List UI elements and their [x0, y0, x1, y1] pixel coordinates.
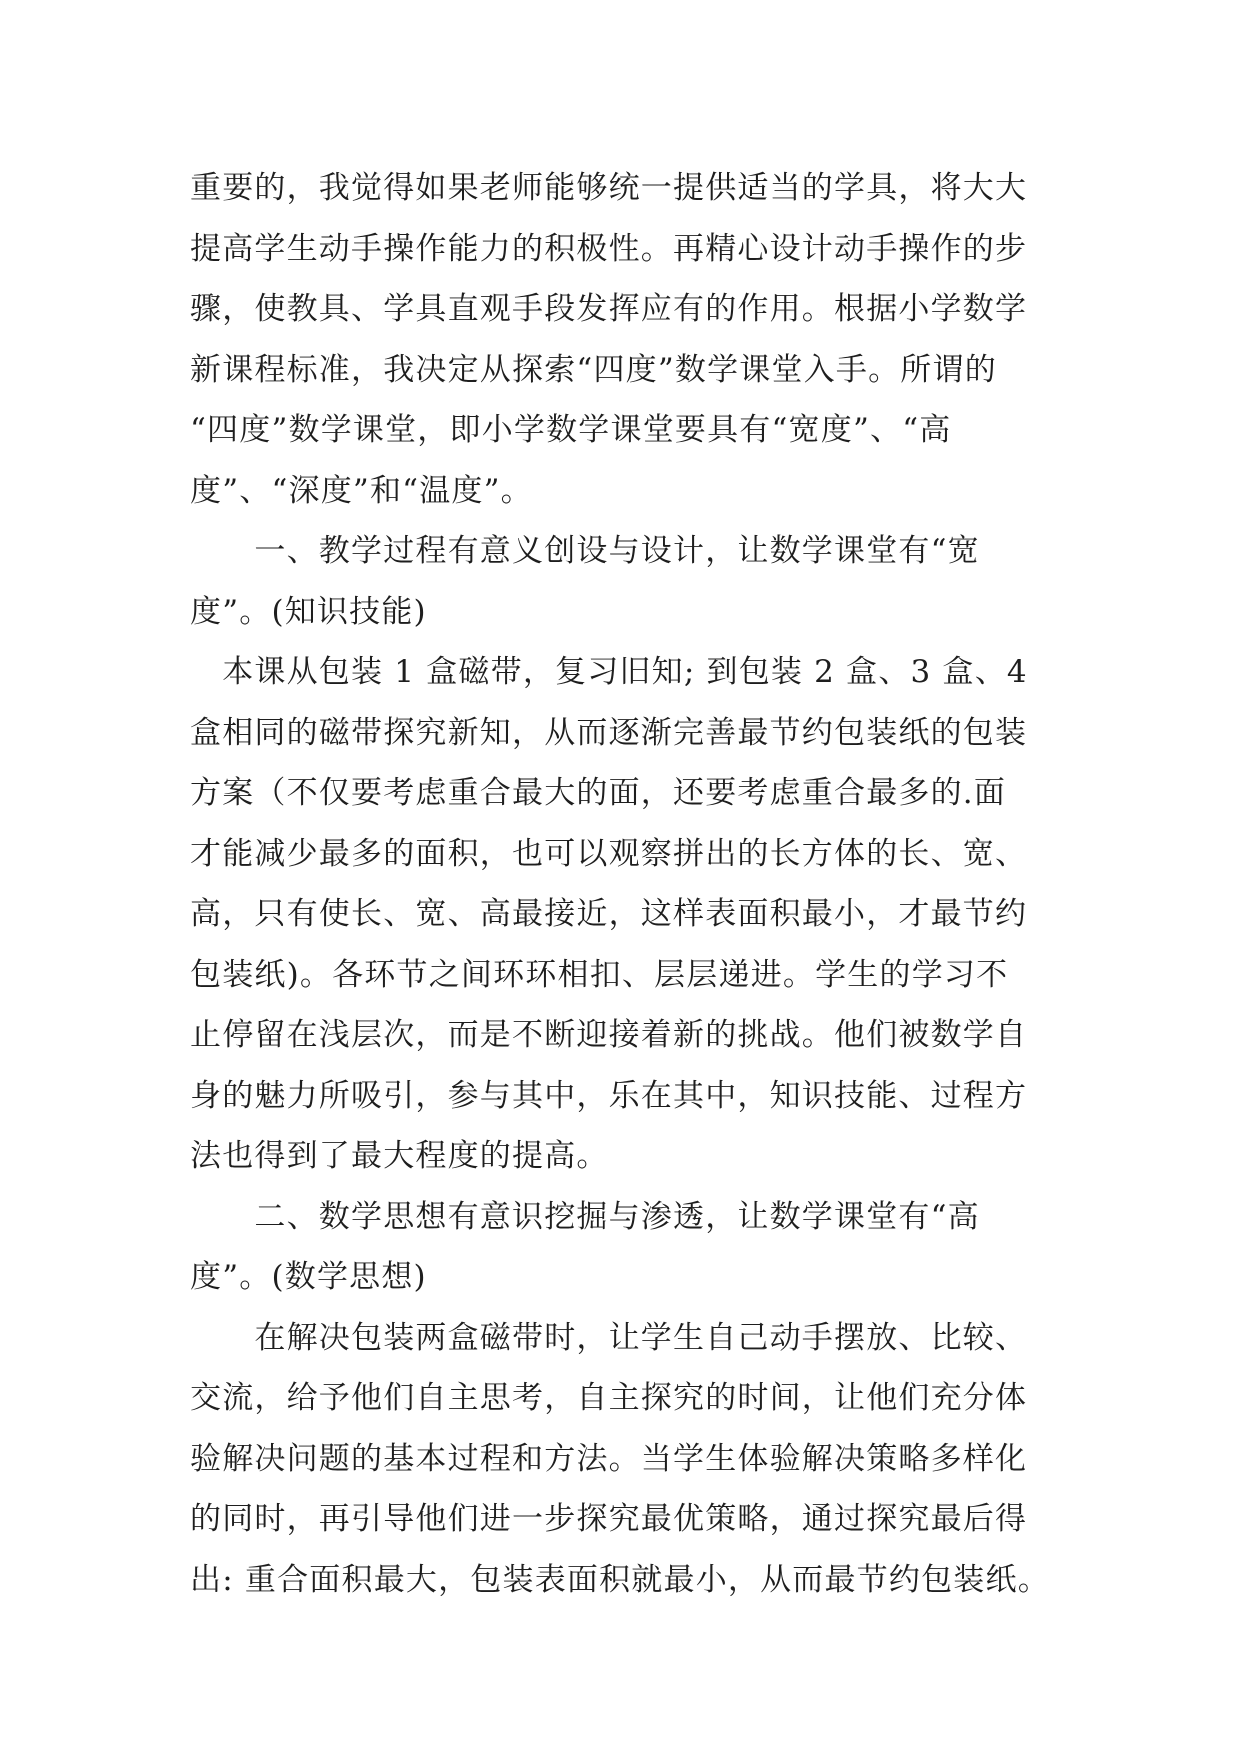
- text-line: 在解决包装两盒磁带时，让学生自己动手摆放、比较、: [190, 1319, 1028, 1356]
- text-line: 盒相同的磁带探究新知，从而逐渐完善最节约包装纸的包装: [190, 714, 1028, 751]
- text-line: 验解决问题的基本过程和方法。当学生体验解决策略多样化: [190, 1440, 1028, 1477]
- text-line: 法也得到了最大程度的提高。: [190, 1138, 609, 1174]
- text-line: 新课程标准，我决定从探索“四度”数学课堂入手。所谓的: [190, 351, 997, 388]
- text-line: 身的魅力所吸引，参与其中，乐在其中，知识技能、过程方: [190, 1077, 1028, 1114]
- section-heading-2: 二、数学思想有意识挖掘与渗透，让数学课堂有“高: [190, 1198, 980, 1235]
- text-line: 本课从包装 1 盒磁带，复习旧知; 到包装 2 盒、3 盒、4: [190, 654, 1028, 690]
- text-line: 高，只有使长、宽、高最接近，这样表面积最小，才最节约: [190, 896, 1028, 932]
- section-heading-1: 一、教学过程有意义创设与设计，让数学课堂有“宽: [190, 533, 980, 569]
- text-line: 度”、“深度”和“温度”。: [190, 472, 533, 509]
- text-line: 包装纸)。各环节之间环环相扣、层层递进。学生的学习不: [190, 956, 1009, 993]
- text-line: 方案（不仅要考虑重合最大的面，还要考虑重合最多的.面: [190, 775, 1007, 811]
- text-line: 才能减少最多的面积，也可以观察拼出的长方体的长、宽、: [190, 835, 1028, 872]
- section-heading-2-cont: 度”。(数学思想): [190, 1259, 427, 1295]
- text-line: 的同时，再引导他们进一步探究最优策略，通过探究最后得: [190, 1501, 1028, 1537]
- text-line: 骤，使教具、学具直观手段发挥应有的作用。根据小学数学: [190, 291, 1028, 327]
- text-line: 出: 重合面积最大，包装表面积就最小，从而最节约包装纸。: [190, 1561, 1050, 1598]
- body-text: [190, 158, 1050, 1610]
- text-line: 交流，给予他们自主思考，自主探究的时间，让他们充分体: [190, 1380, 1028, 1416]
- text-line: 止停留在浅层次，而是不断迎接着新的挑战。他们被数学自: [190, 1017, 1028, 1053]
- text-line: “四度”数学课堂，即小学数学课堂要具有“宽度”、“高: [190, 412, 952, 448]
- text-line: 重要的，我觉得如果老师能够统一提供适当的学具，将大大: [190, 170, 1028, 206]
- text-line: 提高学生动手操作能力的积极性。再精心设计动手操作的步: [190, 230, 1028, 267]
- section-heading-1-cont: 度”。(知识技能): [190, 593, 427, 630]
